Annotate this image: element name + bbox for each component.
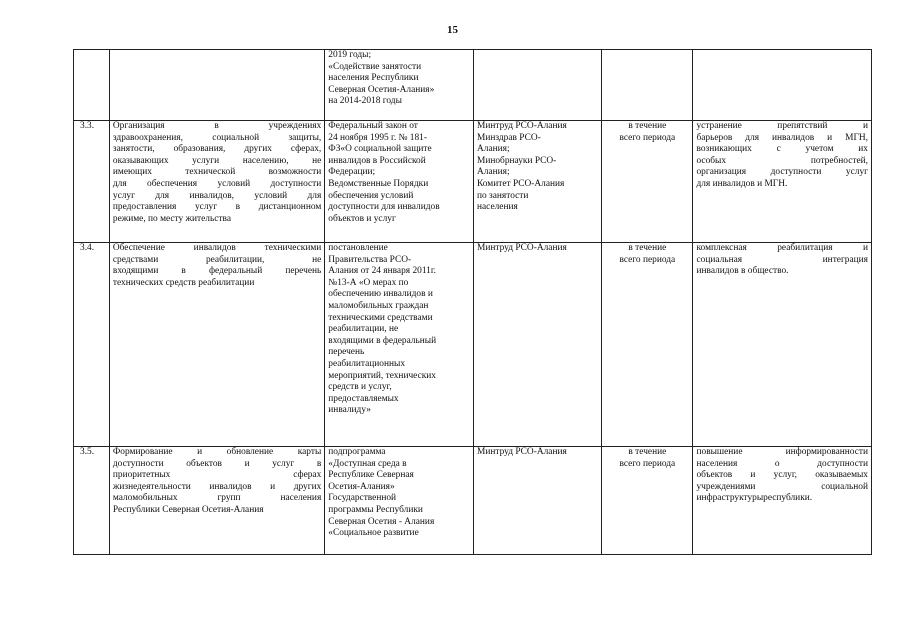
cell-expected-result — [693, 50, 872, 121]
cell-line: социальная интеграция — [696, 254, 868, 265]
cell-line: 24 ноября 1995 г. № 181- — [328, 132, 427, 143]
cell-line: Алания; — [477, 144, 510, 155]
cell-line: Минтруд РСО-Алания — [477, 121, 567, 131]
cell-line: мероприятий, технических — [328, 370, 436, 381]
cell-line: реабилитационных — [328, 358, 406, 369]
cell-line: Федерации; — [328, 167, 376, 178]
cell-responsible — [474, 121, 602, 243]
cell-line: Северная Осетия-Алания» — [328, 84, 435, 95]
cell-line: входящими в федеральный перечень — [112, 266, 322, 277]
cell-legal-basis — [325, 447, 474, 555]
cell-line: «Доступная среда в — [328, 458, 407, 469]
cell-line: №13-А «О мерах по — [328, 277, 409, 288]
cell-line: приоритетных сферах — [112, 470, 322, 481]
cell-line: в течение — [628, 243, 667, 253]
cell-line: всего периода — [619, 132, 676, 143]
cell-line: подпрограмма — [328, 447, 386, 457]
cell-line: Формирование и обновление карты — [112, 447, 322, 457]
cell-measure-name — [109, 50, 324, 121]
cell-line: Республики Северная Осетия-Алания — [112, 504, 264, 515]
cell-line: средств и услуг, — [328, 382, 392, 393]
measures-table — [73, 49, 872, 555]
cell-line: всего периода — [619, 254, 676, 265]
cell-measure-name — [109, 447, 324, 555]
cell-expected-result — [693, 243, 872, 447]
cell-line: технических средств реабилитации — [112, 277, 255, 288]
cell-line: предоставляемых — [328, 393, 399, 404]
cell-expected-result — [693, 121, 872, 243]
cell-line: занятости, образования, других сферах, — [112, 144, 322, 155]
cell-line: повышение информированности — [696, 447, 868, 457]
cell-line: обеспечения условий — [328, 190, 414, 201]
cell-line: Северная Осетия - Алания — [328, 516, 435, 527]
cell-line: средствами реабилитации, не — [112, 254, 322, 265]
cell-line: Обеспечение инвалидов техническими — [112, 243, 322, 253]
cell-line: Государственной — [328, 493, 397, 504]
cell-line: барьеров для инвалидов и МГН, — [696, 132, 868, 143]
cell-line: инвалидов в общество. — [696, 266, 789, 277]
cell-line: оказывающих услуги населению, не — [112, 155, 322, 166]
cell-line: «Социальное развитие — [328, 528, 419, 539]
cell-expected-result — [693, 447, 872, 555]
cell-line: объектов и услуг, оказываемых — [696, 470, 868, 481]
cell-line: в течение — [628, 447, 667, 457]
cell-line: обеспечению инвалидов и — [328, 289, 433, 300]
cell-legal-basis — [325, 121, 474, 243]
cell-line: инвалидов в Российской — [328, 155, 426, 166]
cell-line: населения — [477, 202, 518, 213]
cell-item-number: 3.5. — [74, 447, 110, 555]
cell-line: Минтруд РСО-Алания — [477, 447, 567, 457]
cell-line: Алания от 24 января 2011г. — [328, 266, 436, 277]
cell-line: в течение — [628, 121, 667, 131]
cell-line: перечень — [328, 347, 365, 358]
cell-line: 2019 годы; — [328, 50, 372, 60]
cell-line: возникающих с учетом их — [696, 144, 868, 155]
cell-line: программы Республики — [328, 504, 423, 515]
cell-line: Минобрнауки РСО- — [477, 155, 557, 166]
table-row — [74, 447, 872, 555]
cell-line: для обеспечения условий доступности — [112, 178, 322, 189]
cell-line: всего периода — [619, 458, 676, 469]
table-row — [74, 243, 872, 447]
cell-line: «Содействие занятости — [328, 61, 422, 72]
cell-line: постановление — [328, 243, 388, 253]
cell-line: услуг для инвалидов, условий для — [112, 190, 322, 201]
cell-line: особых потребностей, — [696, 155, 868, 166]
cell-line: предоставления услуг в дистанционном — [112, 202, 322, 213]
table-row — [74, 50, 872, 121]
cell-line: инвалиду» — [328, 405, 371, 416]
cell-line: здравоохранения, социальной защиты, — [112, 132, 322, 143]
cell-line: объектов и услуг — [328, 213, 396, 224]
cell-line: для инвалидов и МГН. — [696, 178, 788, 189]
cell-line: Ведомственные Порядки — [328, 178, 429, 189]
cell-term — [602, 447, 693, 555]
cell-legal-basis — [325, 243, 474, 447]
cell-line: Минтруд РСО-Алания — [477, 243, 567, 253]
cell-line: Организация в учреждениях — [112, 121, 322, 131]
table-row — [74, 121, 872, 243]
cell-item-number — [74, 50, 110, 121]
cell-line: комплексная реабилитация и — [696, 243, 868, 253]
cell-line: входящими в федеральный — [328, 335, 437, 346]
cell-line: Минздрав РСО- — [477, 132, 541, 143]
cell-line: Федеральный закон от — [328, 121, 418, 131]
cell-line: Алания; — [477, 167, 510, 178]
cell-line: Республике Северная — [328, 470, 414, 481]
cell-term — [602, 243, 693, 447]
cell-line: маломобильных групп населения — [112, 493, 322, 504]
cell-line: организация доступности услуг — [696, 167, 868, 178]
cell-term — [602, 50, 693, 121]
cell-line: доступности для инвалидов — [328, 202, 440, 213]
cell-line: жизнедеятельности инвалидов и других — [112, 481, 322, 492]
page-number: 15 — [447, 24, 458, 36]
cell-line: на 2014-2018 годы — [328, 96, 402, 107]
cell-term — [602, 121, 693, 243]
cell-line: имеющих технической возможности — [112, 167, 322, 178]
cell-line: реабилитации, не — [328, 324, 399, 335]
cell-item-number: 3.4. — [74, 243, 110, 447]
cell-responsible — [474, 243, 602, 447]
cell-line: по занятости — [477, 190, 529, 201]
cell-line: режиме, по месту жительства — [112, 213, 231, 224]
cell-line: ФЗ«О социальной защите — [328, 144, 432, 155]
cell-line: маломобильных граждан — [328, 300, 429, 311]
cell-measure-name — [109, 243, 324, 447]
cell-line: Комитет РСО-Алания — [477, 178, 565, 189]
cell-line: доступности объектов и услуг в — [112, 458, 322, 469]
cell-responsible — [474, 50, 602, 121]
cell-legal-basis — [325, 50, 474, 121]
cell-line: Осетия-Алания» — [328, 481, 395, 492]
cell-line: населения Республики — [328, 73, 419, 84]
cell-item-number: 3.3. — [74, 121, 110, 243]
cell-line: техническими средствами — [328, 312, 433, 323]
cell-responsible — [474, 447, 602, 555]
cell-line: устранение препятствий и — [696, 121, 868, 131]
cell-line: учреждениями социальной — [696, 481, 868, 492]
cell-measure-name — [109, 121, 324, 243]
cell-line: инфраструктурыреспублики. — [696, 493, 813, 504]
cell-line: населения о доступности — [696, 458, 868, 469]
cell-line: Правительства РСО- — [328, 254, 412, 265]
